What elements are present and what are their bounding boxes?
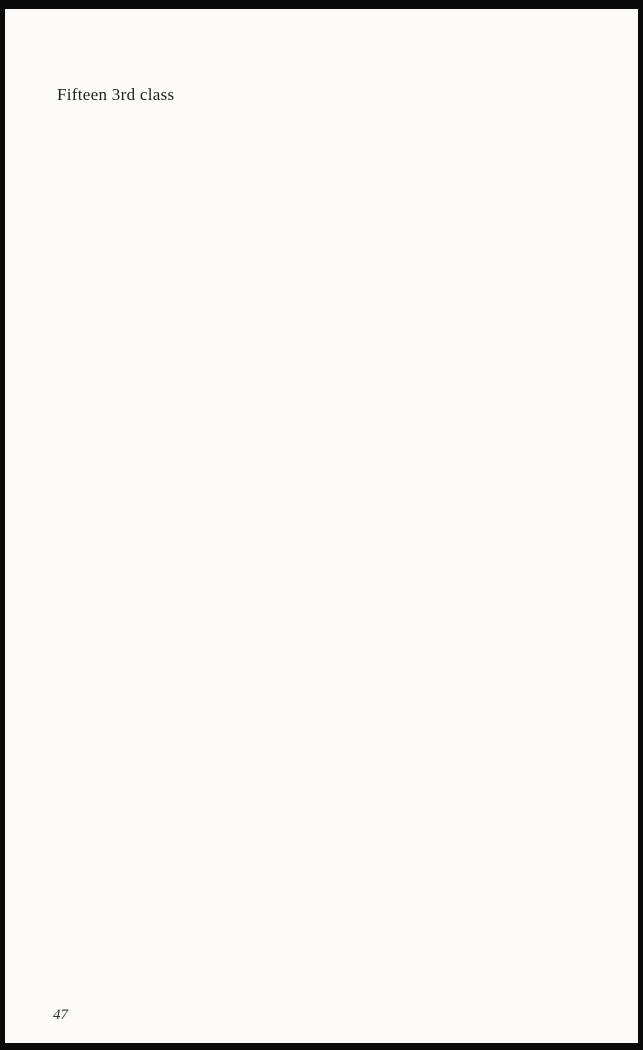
page-number: 47 — [53, 1007, 68, 1023]
body-text-region — [45, 133, 570, 975]
running-header: Fifteen 3rd class — [57, 85, 175, 104]
